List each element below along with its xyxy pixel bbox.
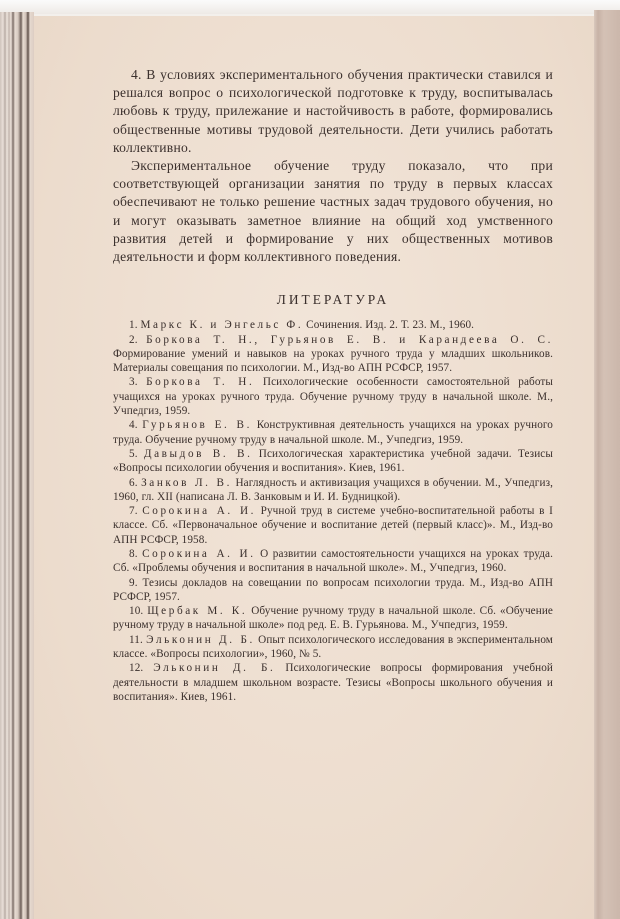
reference-item [113,476,553,505]
reference-author: Маркс К. и Энгельс Ф. [140,319,304,332]
reference-text: Обучение ручному труду в начальной школе. Сб. «Обучение ручному труду в начальной школе» под ред. Е. В. Гурьянова. М., Учпедгиз, 1959. [113,605,553,632]
reference-item [113,418,553,447]
reference-number: 11. [129,633,143,646]
reference-number: 7. [129,505,138,518]
reference-text: Тезисы докладов на совещании по вопросам психологии труда. М., Изд-во АПН РСФСР, 1957. [113,576,553,603]
reference-number: 1. [129,319,138,332]
page-text [113,66,553,704]
reference-author: Боркова Т. Н. [146,376,255,389]
reference-number: 12. [129,662,144,675]
paragraph-summary: Экспериментальное обучение труду показало, что при соответствующей организации занятия по труду в первых классах обеспечивают не только решение частных задач трудового обучения, но и могут оказывать заметное влияние на общий ход умственного развития детей и формирование у них общественных мотивов деятельности и форм коллективного поведения. [113,158,553,265]
reference-text: Наглядность и активизация учащихся в обучении. М., Учпедгиз, 1960, гл. XII (написана Л. В. Занковым и И. И. Будницкой). [113,476,553,503]
paragraph-conclusion-4: 4. В условиях экспериментального обучения практически ставился и решался вопрос о психологической подготовке к труду, воспитывалась любовь к труду, прилежание и настойчивость в работе, формировались общественные мотивы трудовой деятельности. Дети учились работать коллективно. [113,67,553,155]
reference-number: 3. [129,376,138,389]
reference-author: Щербак М. К. [147,605,248,618]
facing-page-edge [594,10,620,919]
reference-number: 6. [129,476,138,489]
reference-text: Психологическая характеристика учебной задачи. Тезисы «Вопросы психологии обучения и воспитания». Киев, 1961. [113,447,553,475]
reference-number: 5. [129,447,138,460]
references-list [113,318,553,704]
reference-author: Эльконин Д. Б. [153,662,276,675]
reference-text: Формирование умений и навыков на уроках ручного труда у младших школьников. Материалы совещания по психологии. М., Изд-во АПН РСФСР, 1957. [113,347,553,375]
reference-item [113,633,553,662]
reference-number: 4. [129,419,138,432]
reference-number: 2. [129,333,138,346]
reference-item [113,547,553,576]
reference-author: Эльконин Д. Б. [146,633,255,646]
reference-item [113,504,553,547]
reference-number: 9. [129,576,138,589]
reference-author: Сорокина А. И. [142,505,257,518]
reference-text: Конструктивная деятельность учащихся на уроках ручного труда. Обучение ручному труду в начальной школе. М., Учпедгиз, 1959. [113,419,553,446]
reference-author: Сорокина А. И. [142,547,256,560]
reference-author: Боркова Т. Н., Гурьянов Е. В. и Карандеева О. С. [146,333,553,346]
reference-item [113,576,553,605]
scan-top-strip [0,0,620,14]
reference-number: 8. [129,547,138,560]
book-page-edges [0,12,34,919]
reference-text: Сочинения. Изд. 2. Т. 23. М., 1960. [303,319,475,332]
reference-item [113,661,553,704]
reference-text: Психологические вопросы формирования учебной деятельности в младшем школьном возрасте. Тезисы «Вопросы школьного обучения и воспитания». Киев, 1961. [113,662,553,703]
reference-item [113,604,553,633]
reference-author: Занков Л. В. [141,476,232,489]
reference-item [113,318,553,332]
reference-author: Гурьянов Е. В. [142,419,253,432]
references-heading: ЛИТЕРАТУРА [276,292,390,308]
reference-text: Ручной труд в системе учебно-воспитательной работы в I классе. Сб. «Первоначальное обучение и воспитание детей (первый класс)». М., Изд-во АПН РСФСР, 1958. [113,505,553,546]
reference-text: Опыт психологического исследования в экспериментальном классе. «Вопросы психологии», 1960, № 5. [113,633,553,661]
reference-text: Психологические особенности самостоятельной работы учащихся на уроках ручного труда. Обучение ручному труду в начальной школе. М., Учпедгиз, 1959. [113,376,553,418]
reference-item [113,447,553,476]
reference-item [113,333,553,376]
reference-text: О развитии самостоятельности учащихся на уроках труда. Сб. «Проблемы обучения и воспитания в начальной школе». М., Учпедгиз, 1960. [113,547,553,575]
reference-number: 10. [129,605,144,618]
reference-author: Давыдов В. В. [143,447,253,460]
reference-item [113,375,553,418]
